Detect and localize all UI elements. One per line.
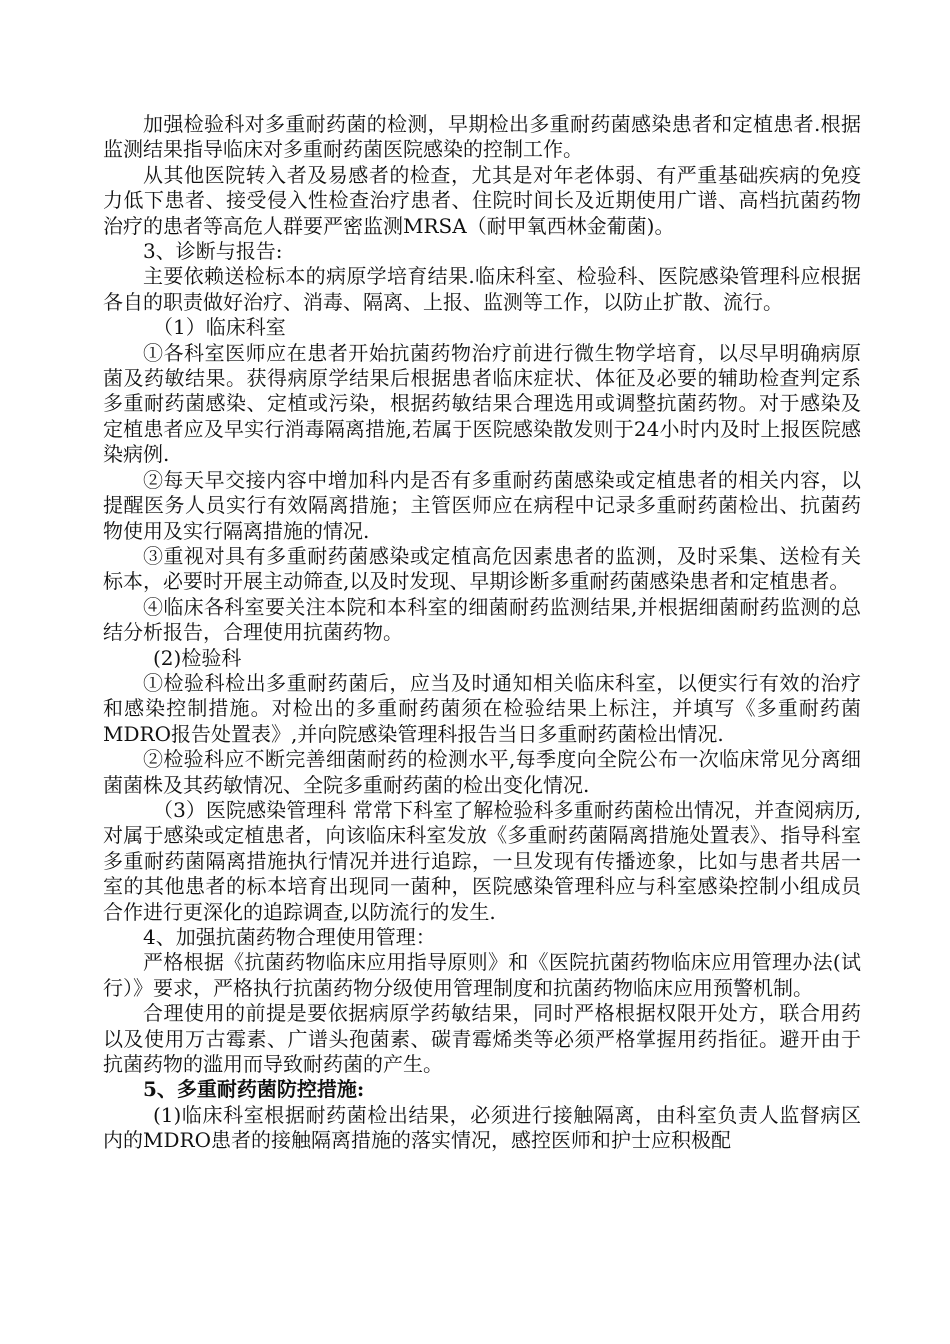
paragraph: （3）医院感染管理科 常常下科室了解检验科多重耐药菌检出情况，并查阅病历,对属于感染或定植患者，向该临床科室发放《多重耐药菌隔离措施处置表》、指导科室多重耐药菌隔离措施执行情况并进行追踪，一旦发现有传播迹象，比如与患者共居一室的其他患者的标本培育出现同一菌种，医院感染管理科应与科室感染控制小组成员合作进行更深化的追踪调查,以防流行的发生.: [103, 797, 861, 924]
paragraph: ③重视对具有多重耐药菌感染或定植高危因素患者的监测，及时采集、送检有关标本，必要时开展主动筛查,以及时发现、早期诊断多重耐药菌感染患者和定植患者。: [103, 543, 861, 594]
paragraph: 严格根据《抗菌药物临床应用指导原则》和《医院抗菌药物临床应用管理办法(试行）》要求，严格执行抗菌药物分级使用管理制度和抗菌药物临床应用预警机制。: [103, 950, 861, 1000]
subsection-heading: (2)检验科: [153, 645, 242, 670]
paragraph: ①各科室医师应在患者开始抗菌药物治疗前进行微生物学培育，以尽早明确病原菌及药敏结果。获得病原学结果后根据患者临床症状、体征及必要的辅助检查判定系多重耐药菌感染、定植或污染，根据药敏结果合理选用或调整抗菌药物。对于感染及定植患者应及早实行消毒隔离措施,若属于医院感染散发则于24小时内及时上报医院感染病例.: [103, 340, 861, 467]
section-heading: 4、加强抗菌药物合理使用管理：: [143, 925, 436, 949]
subsection-heading: （1）临床科室: [153, 315, 286, 340]
paragraph: 主要依赖送检标本的病原学培育结果.临床科室、检验科、医院感染管理科应根据各自的职责做好治疗、消毒、隔离、上报、监测等工作，以防止扩散、流行。: [103, 264, 861, 314]
section-heading: 5、多重耐药菌防控措施:: [143, 1077, 365, 1102]
paragraph: ①检验科检出多重耐药菌后，应当及时通知相关临床科室，以便实行有效的治疗和感染控制措施。对检出的多重耐药菌须在检验结果上标注，并填写《多重耐药菌MDRO报告处置表》,并向院感染管理科报告当日多重耐药菌检出情况.: [103, 670, 861, 746]
paragraph: (1)临床科室根据耐药菌检出结果，必须进行接触隔离，由科室负责人监督病区内的MDRO患者的接触隔离措施的落实情况，感控医师和护士应积极配: [103, 1102, 861, 1153]
paragraph: 从其他医院转入者及易感者的检查，尤其是对年老体弱、有严重基础疾病的免疫力低下患者、接受侵入性检查治疗患者、住院时间长及近期使用广谱、高档抗菌药物治疗的患者等高危人群要严密监测MRSA（耐甲氧西林金葡菌)。: [103, 162, 861, 238]
paragraph: ②检验科应不断完善细菌耐药的检测水平,每季度向全院公布一次临床常见分离细菌菌株及其药敏情况、全院多重耐药菌的检出变化情况.: [103, 747, 861, 797]
paragraph: ②每天早交接内容中增加科内是否有多重耐药菌感染或定植患者的相关内容，以提醒医务人员实行有效隔离措施；主管医师应在病程中记录多重耐药菌检出、抗菌药物使用及实行隔离措施的情况.: [103, 467, 861, 543]
section-heading: 3、诊断与报告:: [143, 239, 283, 264]
paragraph: 合理使用的前提是要依据病原学药敏结果，同时严格根据权限开处方，联合用药以及使用万古霉素、广谱头孢菌素、碳青霉烯类等必须严格掌握用药指征。避开由于抗菌药物的滥用而导致耐药菌的产生。: [103, 1001, 861, 1077]
paragraph: 加强检验科对多重耐药菌的检测，早期检出多重耐药菌感染患者和定植患者.根据监测结果指导临床对多重耐药菌医院感染的控制工作。: [103, 112, 861, 162]
paragraph: ④临床各科室要关注本院和本科室的细菌耐药监测结果,并根据细菌耐药监测的总结分析报告，合理使用抗菌药物。: [103, 594, 861, 645]
document-body: [103, 112, 861, 1154]
